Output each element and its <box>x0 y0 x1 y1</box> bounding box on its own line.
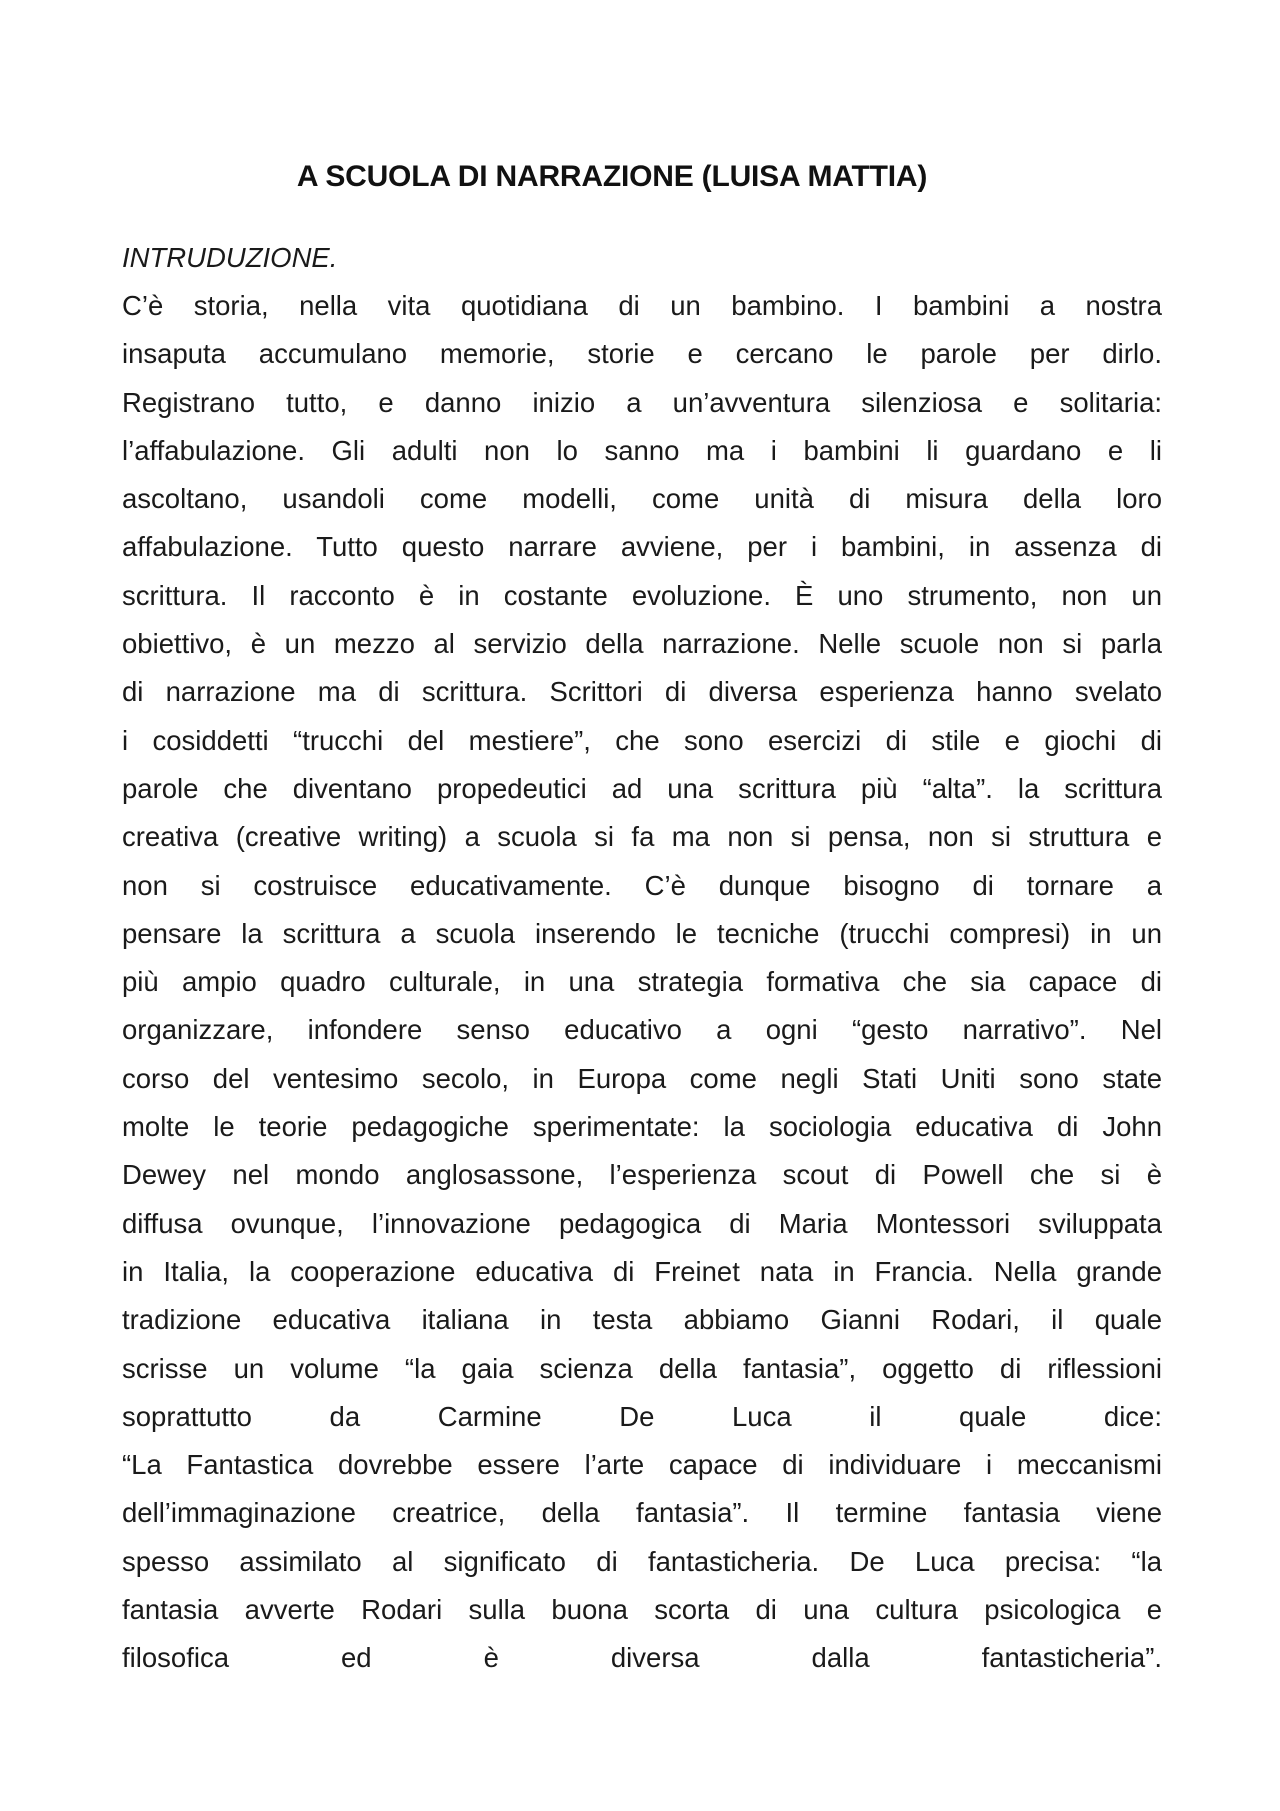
body-paragraph <box>122 282 1162 1683</box>
text-line: corso del ventesimo secolo, in Europa come negli Stati Uniti sono state <box>122 1062 1162 1094</box>
text-line: C’è storia, nella vita quotidiana di un bambino. I bambini a nostra <box>122 290 1162 321</box>
text-line: “La Fantastica dovrebbe essere l’arte capace di individuare i meccanismi <box>122 1449 1162 1481</box>
text-line: diffusa ovunque, l’innovazione pedagogica di Maria Montessori sviluppata <box>122 1207 1162 1239</box>
text-line: insaputa accumulano memorie, storie e cercano le parole per dirlo. <box>122 338 1162 370</box>
text-line: soprattutto da Carmine De Luca il quale dice: <box>122 1400 1162 1432</box>
text-line: non si costruisce educativamente. C’è dunque bisogno di tornare a <box>122 869 1162 901</box>
document-body <box>122 234 1162 1683</box>
text-line: fantasia avverte Rodari sulla buona scorta di una cultura psicologica e <box>122 1594 1162 1626</box>
text-line: l’affabulazione. Gli adulti non lo sanno ma i bambini li guardano e li <box>122 434 1162 466</box>
text-line: affabulazione. Tutto questo narrare avviene, per i bambini, in assenza di <box>122 531 1162 563</box>
text-line: Registrano tutto, e danno inizio a un’avventura silenziosa e solitaria: <box>122 386 1162 418</box>
text-line: spesso assimilato al significato di fantasticheria. De Luca precisa: “la <box>122 1545 1162 1577</box>
text-line: pensare la scrittura a scuola inserendo le tecniche (trucchi compresi) in un <box>122 917 1162 949</box>
text-line: dell’immaginazione creatrice, della fantasia”. Il termine fantasia viene <box>122 1497 1162 1529</box>
text-line: i cosiddetti “trucchi del mestiere”, che sono esercizi di stile e giochi di <box>122 724 1162 756</box>
text-line: in Italia, la cooperazione educativa di Freinet nata in Francia. Nella grande <box>122 1255 1162 1287</box>
text-line: Dewey nel mondo anglosassone, l’esperienza scout di Powell che si è <box>122 1159 1162 1191</box>
text-line: tradizione educativa italiana in testa abbiamo Gianni Rodari, il quale <box>122 1304 1162 1336</box>
section-heading: INTRUDUZIONE. <box>122 242 338 273</box>
text-line: scrisse un volume “la gaia scienza della fantasia”, oggetto di riflessioni <box>122 1352 1162 1384</box>
text-line: scrittura. Il racconto è in costante evoluzione. È uno strumento, non un <box>122 579 1162 611</box>
text-line: obiettivo, è un mezzo al servizio della narrazione. Nelle scuole non si parla <box>122 628 1162 660</box>
text-line: parole che diventano propedeutici ad una scrittura più “alta”. la scrittura <box>122 772 1162 804</box>
text-line: molte le teorie pedagogiche sperimentate: la sociologia educativa di John <box>122 1111 1162 1143</box>
text-line: di narrazione ma di scrittura. Scrittori di diversa esperienza hanno svelato <box>122 676 1162 708</box>
text-line: organizzare, infondere senso educativo a ogni “gesto narrativo”. Nel <box>122 1014 1162 1046</box>
text-line: filosofica ed è diversa dalla fantasticheria”. <box>122 1642 1162 1674</box>
text-line: creativa (creative writing) a scuola si fa ma non si pensa, non si struttura e <box>122 821 1162 853</box>
text-line: ascoltano, usandoli come modelli, come unità di misura della loro <box>122 483 1162 515</box>
text-line: più ampio quadro culturale, in una strategia formativa che sia capace di <box>122 966 1162 998</box>
document-title: A SCUOLA DI NARRAZIONE (LUISA MATTIA) <box>296 160 928 193</box>
